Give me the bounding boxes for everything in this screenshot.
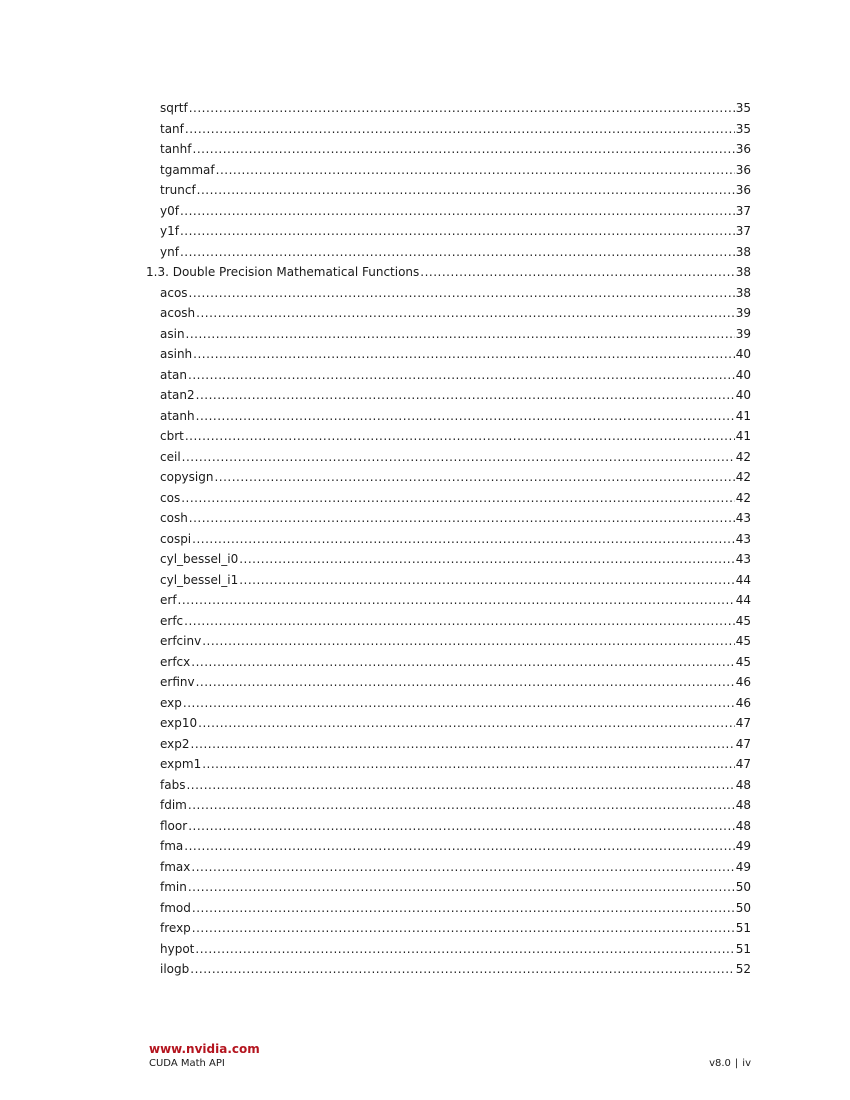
toc-dot-leader <box>191 652 734 673</box>
toc-entry-line[interactable] <box>160 242 751 263</box>
toc-page-number[interactable]: 44 <box>735 572 751 587</box>
toc-entry-label[interactable]: atan2 <box>160 388 195 402</box>
toc-page-number[interactable]: 36 <box>735 183 751 197</box>
toc-entry[interactable] <box>0 775 850 796</box>
toc-dot-leader <box>180 221 735 242</box>
toc-dot-leader <box>182 447 735 468</box>
toc-entry-label[interactable]: truncf <box>160 183 196 197</box>
toc-entry-line[interactable] <box>160 180 751 201</box>
toc-entry-line[interactable] <box>160 693 751 714</box>
footer-page-number: iv <box>742 1058 751 1069</box>
toc-entry-line[interactable] <box>160 672 751 693</box>
toc-dot-leader <box>186 775 734 796</box>
toc-entry[interactable] <box>0 836 850 857</box>
toc-entry-label[interactable]: acosh <box>160 306 196 320</box>
toc-entry-label[interactable]: erf <box>160 593 177 607</box>
toc-entry[interactable] <box>0 734 850 755</box>
toc-page-number[interactable]: 39 <box>735 306 751 320</box>
toc-dot-leader <box>193 344 735 365</box>
toc-dot-leader <box>186 324 735 345</box>
toc-page-number[interactable]: 45 <box>735 634 751 648</box>
toc-page-number[interactable]: 38 <box>735 265 751 279</box>
toc-entry[interactable] <box>0 795 850 816</box>
toc-page-number[interactable]: 37 <box>735 203 751 218</box>
toc-dot-leader <box>192 898 735 919</box>
toc-entry[interactable] <box>0 631 850 652</box>
toc-page-number[interactable]: 36 <box>735 162 751 177</box>
toc-entry[interactable] <box>0 139 850 160</box>
toc-entry[interactable] <box>0 857 850 878</box>
toc-entry-label[interactable]: frexp <box>160 921 191 935</box>
toc-entry-line[interactable] <box>160 119 751 140</box>
toc-page-number[interactable]: 39 <box>735 326 751 341</box>
toc-entry-line[interactable] <box>160 529 751 550</box>
toc-dot-leader <box>185 119 735 140</box>
toc-entry[interactable] <box>0 303 850 324</box>
toc-dot-leader <box>192 529 735 550</box>
toc-entry[interactable] <box>0 119 850 140</box>
toc-page-number[interactable]: 46 <box>735 695 751 710</box>
toc-entry-line[interactable] <box>160 488 751 509</box>
toc-dot-leader <box>184 611 735 632</box>
toc-entry[interactable] <box>0 180 850 201</box>
toc-entry-label[interactable]: ceil <box>160 449 181 464</box>
toc-entry-line[interactable] <box>160 816 751 837</box>
toc-dot-leader <box>178 590 735 611</box>
toc-entry-line[interactable] <box>160 939 751 960</box>
toc-dot-leader <box>183 693 735 714</box>
toc-entry-line[interactable] <box>160 734 751 755</box>
toc-dot-leader <box>191 857 734 878</box>
toc-dot-leader <box>239 570 734 591</box>
toc-entry-label[interactable]: exp2 <box>160 736 190 751</box>
toc-page-number[interactable]: 49 <box>735 839 751 853</box>
toc-entry[interactable] <box>0 713 850 734</box>
toc-page-number[interactable]: 48 <box>735 818 751 833</box>
toc-section-entry[interactable] <box>0 262 850 283</box>
toc-dot-leader <box>190 959 734 980</box>
toc-entry[interactable] <box>0 898 850 919</box>
toc-dot-leader <box>239 549 734 570</box>
toc-entry[interactable] <box>0 385 850 406</box>
toc-page-number[interactable]: 40 <box>735 367 751 382</box>
toc-dot-leader <box>180 242 735 263</box>
toc-page-number[interactable]: 41 <box>735 429 751 443</box>
toc-entry-label[interactable]: fmax <box>160 859 191 874</box>
footer-separator: | <box>734 1058 739 1069</box>
toc-entry-label[interactable]: erfc <box>160 613 184 628</box>
toc-page-number[interactable]: 49 <box>735 859 751 874</box>
toc-page-number[interactable]: 48 <box>735 798 751 812</box>
toc-entry[interactable] <box>0 672 850 693</box>
toc-page-number[interactable]: 43 <box>735 552 751 566</box>
toc-dot-leader <box>202 754 735 775</box>
toc-entry-line[interactable] <box>160 857 751 878</box>
toc-entry-label[interactable]: ilogb <box>160 962 190 976</box>
toc-page-number[interactable]: 41 <box>735 408 751 423</box>
toc-entry-label[interactable]: asinh <box>160 347 193 361</box>
toc-entry-line[interactable] <box>160 283 751 304</box>
toc-entry[interactable] <box>0 344 850 365</box>
toc-page-number[interactable]: 43 <box>735 511 751 525</box>
toc-entry-line[interactable] <box>160 344 751 365</box>
toc-dot-leader <box>198 713 735 734</box>
toc-entry-label[interactable]: floor <box>160 818 188 833</box>
toc-entry[interactable] <box>0 959 850 980</box>
toc-entry-line[interactable] <box>160 959 751 980</box>
toc-entry-line[interactable] <box>160 365 751 386</box>
toc-entry-label[interactable]: tgammaf <box>160 162 215 177</box>
toc-entry-line[interactable] <box>160 508 751 529</box>
toc-page-number[interactable]: 42 <box>735 490 751 505</box>
toc-entry[interactable] <box>0 98 850 119</box>
toc-entry-label[interactable]: y1f <box>160 224 179 238</box>
footer-document-title: CUDA Math API <box>149 1058 225 1069</box>
toc-dot-leader <box>192 918 735 939</box>
toc-dot-leader <box>189 283 735 304</box>
toc-dot-leader <box>188 795 735 816</box>
toc-page-number[interactable]: 38 <box>735 285 751 300</box>
toc-entry-line[interactable] <box>160 898 751 919</box>
toc-entry-line[interactable] <box>160 590 751 611</box>
toc-entry-line[interactable] <box>160 324 751 345</box>
toc-entry-label[interactable]: 1.3. Double Precision Mathematical Functions <box>146 265 420 279</box>
toc-dot-leader <box>188 816 735 837</box>
toc-entry[interactable] <box>0 652 850 673</box>
toc-entry-label[interactable]: sqrtf <box>160 101 188 115</box>
toc-dot-leader <box>181 488 735 509</box>
toc-entry[interactable] <box>0 570 850 591</box>
toc-page-number[interactable]: 40 <box>735 347 751 361</box>
toc-entry-label[interactable]: expm1 <box>160 757 202 771</box>
footer-version: v8.0 <box>709 1058 731 1069</box>
toc-entry-label[interactable]: fdim <box>160 798 187 812</box>
toc-entry[interactable] <box>0 549 850 570</box>
toc-dot-leader <box>420 262 734 283</box>
toc-entry[interactable] <box>0 611 850 632</box>
toc-entry-label[interactable]: atanh <box>160 408 195 423</box>
toc-entry[interactable] <box>0 221 850 242</box>
toc-page-number[interactable]: 36 <box>735 142 751 156</box>
toc-dot-leader <box>196 385 735 406</box>
toc-page-number[interactable]: 42 <box>735 449 751 464</box>
toc-page-number[interactable]: 52 <box>735 962 751 976</box>
toc-entry-line[interactable] <box>160 426 751 447</box>
toc-entry[interactable] <box>0 754 850 775</box>
toc-entry-line[interactable] <box>160 652 751 673</box>
toc-dot-leader <box>195 939 734 960</box>
toc-entry-label[interactable]: tanf <box>160 121 184 136</box>
toc-entry-label[interactable]: cbrt <box>160 429 184 443</box>
toc-page-number[interactable]: 45 <box>735 613 751 628</box>
toc-entry[interactable] <box>0 467 850 488</box>
toc-page-number[interactable]: 40 <box>735 388 751 402</box>
toc-dot-leader <box>214 467 734 488</box>
toc-page-number[interactable]: 46 <box>735 675 751 689</box>
table-of-contents <box>0 98 850 980</box>
toc-page-number[interactable]: 47 <box>735 757 751 771</box>
toc-entry[interactable] <box>0 447 850 468</box>
toc-dot-leader <box>196 303 735 324</box>
toc-entry-label[interactable]: exp10 <box>160 716 198 730</box>
toc-entry[interactable] <box>0 508 850 529</box>
toc-entry[interactable] <box>0 283 850 304</box>
toc-entry-label[interactable]: y0f <box>160 203 179 218</box>
toc-entry-line[interactable] <box>160 98 751 119</box>
footer-page-info <box>709 1058 751 1069</box>
toc-entry[interactable] <box>0 529 850 550</box>
toc-entry[interactable] <box>0 324 850 345</box>
toc-entry-label[interactable]: exp <box>160 695 182 710</box>
toc-page-number[interactable]: 47 <box>735 716 751 730</box>
toc-entry-label[interactable]: erfcinv <box>160 634 202 648</box>
toc-page-number[interactable]: 38 <box>735 244 751 259</box>
toc-dot-leader <box>180 201 735 222</box>
toc-entry-label[interactable]: fmin <box>160 880 187 894</box>
toc-page-number[interactable]: 44 <box>735 593 751 607</box>
toc-entry[interactable] <box>0 693 850 714</box>
toc-page-number[interactable]: 51 <box>735 941 751 956</box>
toc-entry-line[interactable] <box>160 221 751 242</box>
toc-dot-leader <box>197 180 735 201</box>
toc-entry-line[interactable] <box>160 754 751 775</box>
toc-dot-leader <box>216 160 735 181</box>
footer-website-link[interactable]: www.nvidia.com <box>149 1042 260 1056</box>
toc-entry-label[interactable]: cyl_bessel_i0 <box>160 552 239 566</box>
toc-entry-label[interactable]: cyl_bessel_i1 <box>160 572 239 587</box>
toc-entry[interactable] <box>0 201 850 222</box>
toc-entry-line[interactable] <box>160 611 751 632</box>
toc-entry-line[interactable] <box>160 570 751 591</box>
toc-entry[interactable] <box>0 590 850 611</box>
toc-dot-leader <box>196 672 735 693</box>
toc-entry[interactable] <box>0 816 850 837</box>
toc-entry-label[interactable]: erfinv <box>160 675 195 689</box>
toc-page-number[interactable]: 50 <box>735 900 751 915</box>
toc-entry[interactable] <box>0 488 850 509</box>
toc-entry[interactable] <box>0 939 850 960</box>
toc-entry[interactable] <box>0 365 850 386</box>
toc-page-number[interactable]: 43 <box>735 531 751 546</box>
toc-dot-leader <box>202 631 735 652</box>
toc-entry-line[interactable] <box>160 303 751 324</box>
toc-entry[interactable] <box>0 918 850 939</box>
toc-entry-label[interactable]: asin <box>160 326 185 341</box>
toc-entry-line[interactable] <box>160 160 751 181</box>
toc-entry-line[interactable] <box>160 139 751 160</box>
toc-entry-line[interactable] <box>160 713 751 734</box>
toc-dot-leader <box>189 508 735 529</box>
toc-entry[interactable] <box>0 242 850 263</box>
toc-page-number[interactable]: 45 <box>735 654 751 669</box>
toc-page-number[interactable]: 48 <box>735 777 751 792</box>
toc-entry-label[interactable]: tanhf <box>160 142 192 156</box>
toc-entry-line[interactable] <box>160 775 751 796</box>
toc-page-number[interactable]: 42 <box>735 470 751 484</box>
toc-entry-label[interactable]: cospi <box>160 531 192 546</box>
toc-entry-label[interactable]: atan <box>160 367 188 382</box>
toc-entry-line[interactable] <box>146 262 751 283</box>
toc-entry-line[interactable] <box>160 406 751 427</box>
toc-dot-leader <box>191 734 735 755</box>
toc-entry-label[interactable]: hypot <box>160 941 195 956</box>
toc-page-number[interactable]: 47 <box>735 736 751 751</box>
toc-page-number[interactable]: 51 <box>735 921 751 935</box>
toc-page-number[interactable]: 37 <box>735 224 751 238</box>
toc-entry-line[interactable] <box>160 467 751 488</box>
toc-entry-line[interactable] <box>160 385 751 406</box>
toc-entry-line[interactable] <box>160 836 751 857</box>
toc-page-number[interactable]: 35 <box>735 121 751 136</box>
toc-entry-label[interactable]: fmod <box>160 900 191 915</box>
toc-dot-leader <box>185 426 735 447</box>
toc-entry-line[interactable] <box>160 795 751 816</box>
toc-dot-leader <box>188 877 735 898</box>
toc-entry-label[interactable]: erfcx <box>160 654 191 669</box>
toc-entry-label[interactable]: acos <box>160 285 188 300</box>
toc-entry[interactable] <box>0 406 850 427</box>
toc-entry-line[interactable] <box>160 631 751 652</box>
toc-entry-label[interactable]: copysign <box>160 470 214 484</box>
toc-entry[interactable] <box>0 160 850 181</box>
toc-entry-line[interactable] <box>160 447 751 468</box>
toc-entry-line[interactable] <box>160 877 751 898</box>
toc-entry-line[interactable] <box>160 918 751 939</box>
toc-dot-leader <box>193 139 735 160</box>
toc-entry-label[interactable]: fabs <box>160 777 186 792</box>
toc-dot-leader <box>196 406 735 427</box>
toc-entry-line[interactable] <box>160 549 751 570</box>
toc-page-number[interactable]: 50 <box>735 880 751 894</box>
toc-dot-leader <box>184 836 734 857</box>
toc-dot-leader <box>189 98 735 119</box>
toc-entry-label[interactable]: fma <box>160 839 184 853</box>
toc-entry-label[interactable]: cos <box>160 490 181 505</box>
toc-entry-label[interactable]: cosh <box>160 511 188 525</box>
toc-entry-label[interactable]: ynf <box>160 244 179 259</box>
toc-page-number[interactable]: 35 <box>735 101 751 115</box>
toc-entry-line[interactable] <box>160 201 751 222</box>
toc-entry[interactable] <box>0 877 850 898</box>
toc-entry[interactable] <box>0 426 850 447</box>
toc-dot-leader <box>188 365 735 386</box>
